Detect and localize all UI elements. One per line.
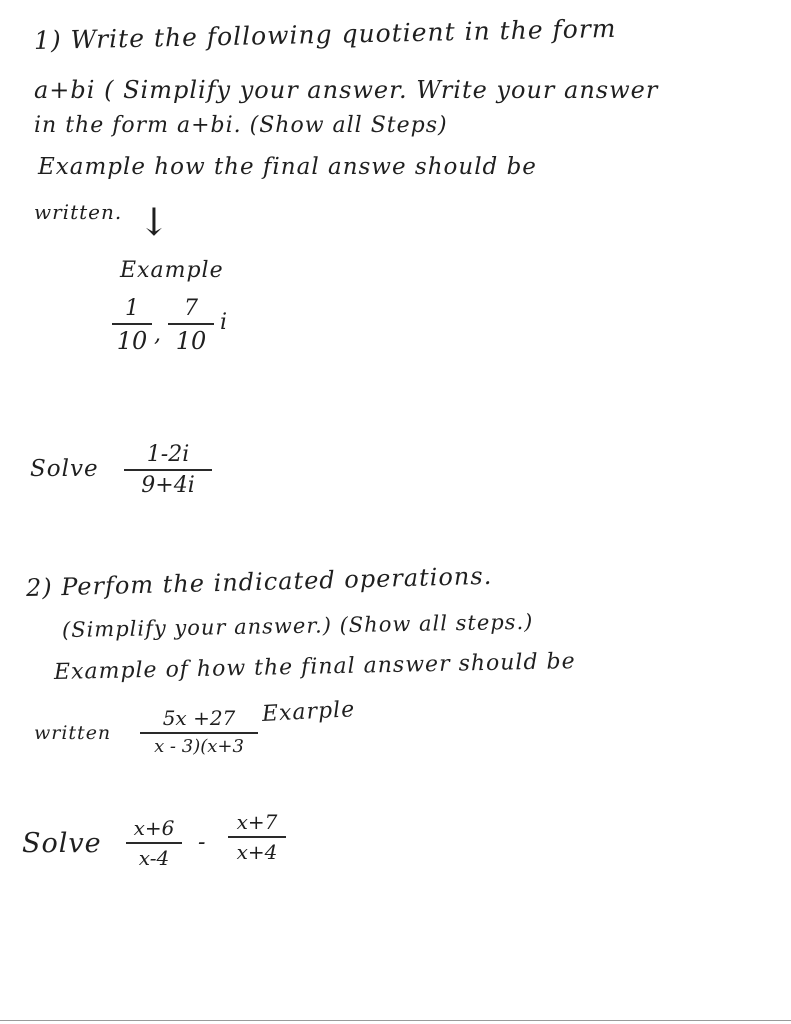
down-arrow-icon: ↓: [138, 200, 171, 244]
problem1-solve-label: Solve: [30, 456, 99, 482]
problem1-line1: 1) Write the following quotient in the form: [33, 13, 617, 55]
problem2-example-numerator: 5x +27: [162, 706, 236, 730]
problem1-line3: in the form a+bi. (Show all Steps): [34, 113, 448, 138]
example-comma: ,: [154, 322, 161, 347]
problem2-fraction2-denominator: x+4: [236, 840, 278, 864]
problem2-line2: (Simplify your answer.) (Show all steps.): [61, 609, 534, 642]
problem2-line3: Example of how the final answer should be: [53, 649, 576, 685]
problem1-line4: Example how the final answe should be: [38, 154, 537, 180]
problem1-solve-fraction: [124, 442, 212, 498]
example-real-denominator: 10: [116, 327, 148, 355]
example-imag-numerator: 7: [184, 296, 198, 321]
problem1-line5: written.: [34, 200, 123, 224]
problem2-line4-prefix: written: [34, 722, 112, 744]
example-real-numerator: 1: [125, 296, 139, 321]
problem2-fraction1-denominator: x-4: [138, 846, 170, 870]
problem2-example-fraction: [140, 706, 258, 757]
problem2-minus-sign: -: [198, 830, 206, 855]
problem2-example-label: Exarple: [261, 697, 356, 727]
problem2-fraction1-numerator: x+6: [133, 816, 175, 840]
problem2-solve-fraction-2: [228, 810, 286, 864]
problem1-line2: a+bi ( Simplify your answer. Write your answer: [34, 76, 659, 104]
example-imag-denominator: 10: [175, 327, 207, 355]
problem2-example-denominator: x - 3)(x+3: [154, 736, 244, 757]
problem2-fraction2-numerator: x+7: [236, 810, 278, 834]
problem2-solve-fraction-1: [126, 816, 182, 870]
problem1-example-label: Example: [120, 258, 224, 283]
problem2-line1: 2) Perfom the indicated operations.: [25, 561, 493, 602]
example-fraction-imag: [168, 296, 214, 355]
problem2-solve-label: Solve: [22, 828, 102, 859]
scan-edge-line: [0, 1020, 791, 1021]
problem1-solve-denominator: 9+4i: [141, 473, 195, 498]
example-fraction-real: [112, 296, 152, 355]
problem1-solve-numerator: 1-2i: [146, 442, 190, 467]
example-i-suffix: i: [220, 310, 228, 335]
